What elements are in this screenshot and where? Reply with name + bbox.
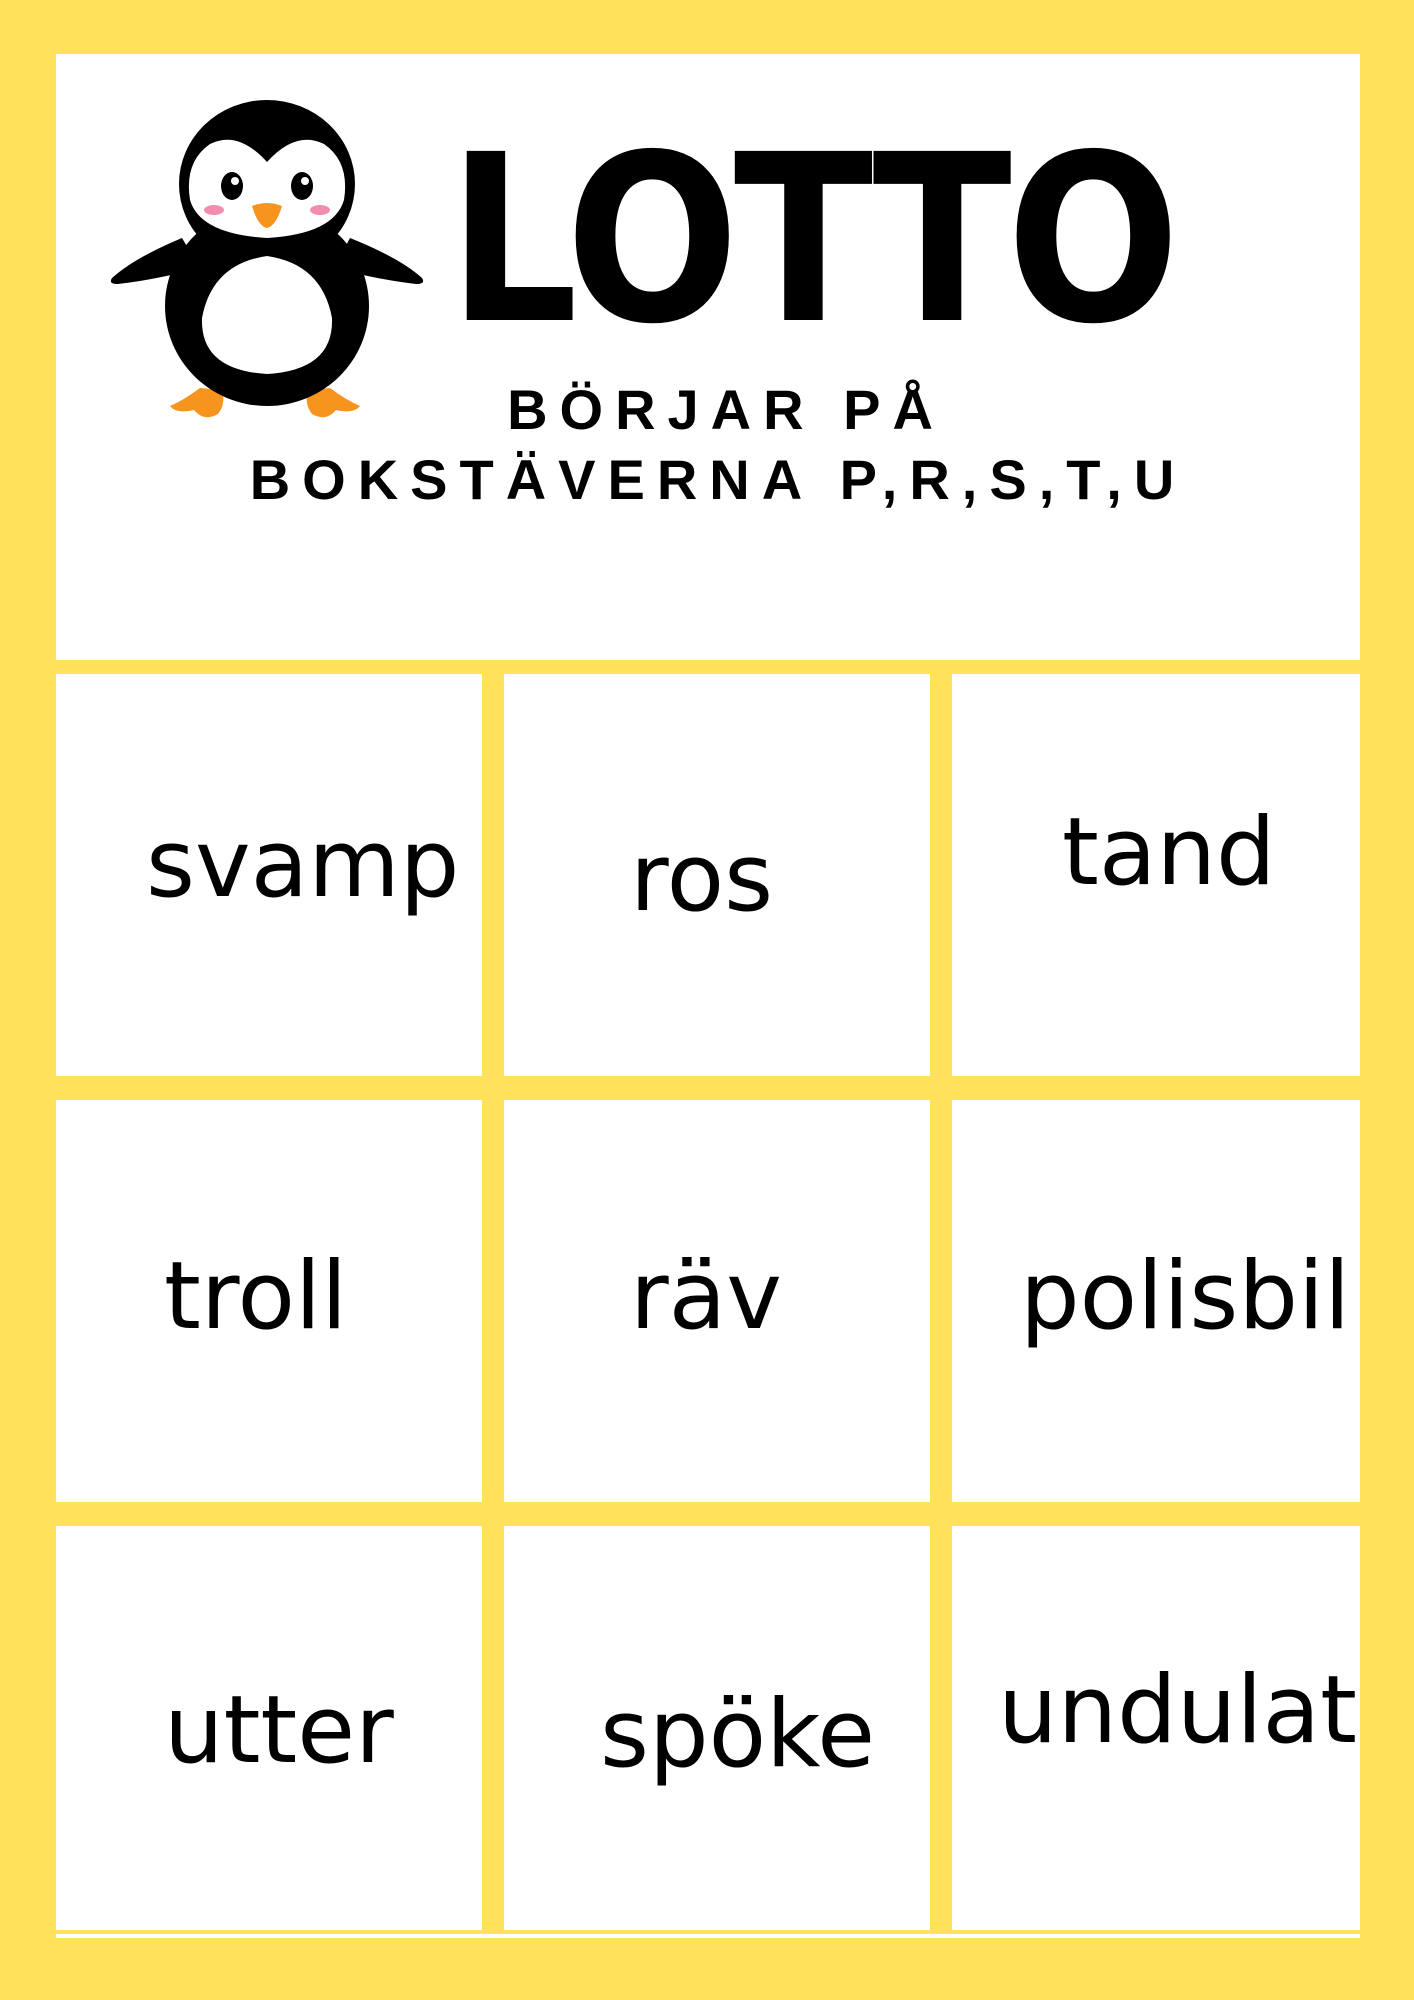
grid-cell <box>952 674 1360 1076</box>
word-utter: utter <box>164 1676 394 1785</box>
subtitle-line-2: BOKSTÄVERNA P,R,S,T,U <box>249 448 1187 511</box>
word-ros: ros <box>630 824 774 933</box>
word-spoke: spöke <box>600 1680 876 1789</box>
bottom-line <box>56 1934 1360 1938</box>
header-card <box>56 54 1360 660</box>
grid-cell <box>952 1100 1360 1502</box>
grid-cell <box>952 1526 1360 1930</box>
row-divider <box>56 1504 1360 1508</box>
grid-cell <box>56 1526 482 1930</box>
subtitle-line-1: BÖRJAR PÅ <box>507 378 945 441</box>
word-troll: troll <box>164 1242 348 1351</box>
word-tand: tand <box>1062 798 1276 907</box>
word-rav: räv <box>630 1242 782 1351</box>
word-undulat: undulat <box>998 1656 1357 1765</box>
row-divider <box>56 1078 1360 1082</box>
grid-cell <box>504 674 930 1076</box>
word-polisbil: polisbil <box>1020 1242 1351 1351</box>
page-title: LOTTO <box>448 105 1175 375</box>
grid-cell <box>56 674 482 1076</box>
grid-cell <box>56 1100 482 1502</box>
word-svamp: svamp <box>146 810 460 919</box>
grid-cell <box>504 1100 930 1502</box>
grid-cell <box>504 1526 930 1930</box>
